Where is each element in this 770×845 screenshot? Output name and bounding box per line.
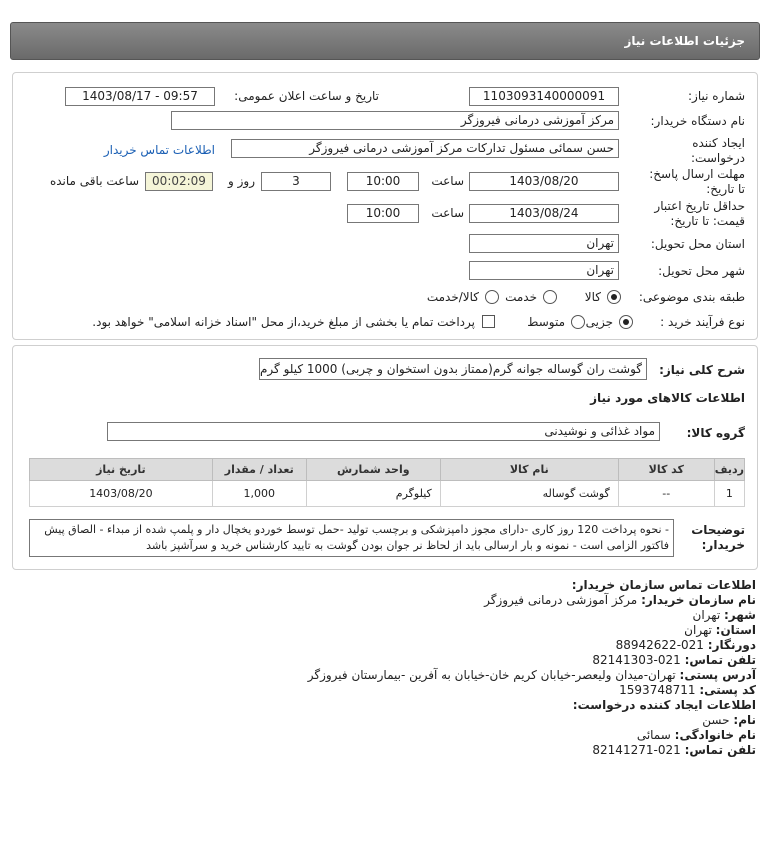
goods-group-label: گروه کالا:	[686, 426, 745, 440]
process-option-medium: متوسط	[527, 315, 565, 329]
city-label: شهر محل تحویل:	[658, 264, 745, 278]
goods-panel	[12, 345, 758, 570]
category-option-goods: کالا	[584, 290, 601, 304]
creator-phone-value: 021-82141271	[592, 743, 681, 757]
reply-time-label: ساعت	[431, 174, 464, 188]
days-field: 3	[261, 172, 331, 191]
cell-quantity: 1,000	[212, 481, 306, 507]
buyer-field: مرکز آموزشی درمانی فیروزگر	[171, 111, 619, 130]
category-option-service: خدمت	[505, 290, 537, 304]
buyer-label: نام دستگاه خریدار:	[650, 114, 745, 128]
reply-deadline-label: مهلت ارسال پاسخ:	[649, 167, 745, 181]
postal-value: 1593748711	[619, 683, 696, 697]
col-quantity: تعداد / مقدار	[212, 459, 306, 481]
notes-field: - نحوه پرداخت 120 روز کاری -دارای مجوز دامپزشکی و برچسب تولید -حمل توسط خوردو یخچال دار و پلمپ شده از مبداء - الصاق پیش فاکتور الزامی است - نمونه و بار ارسالی باید از لحاظ نر جوان بودن گوشت به تایید کارشناس خرید و سرآشپز باشد	[29, 519, 674, 557]
reply-date-field: 1403/08/20	[469, 172, 619, 191]
treasury-note: پرداخت تمام یا بخشی از مبلغ خرید،از محل "اسناد خزانه اسلامی" خواهد بود.	[92, 315, 475, 329]
cell-unit: کیلوگرم	[306, 481, 440, 507]
contact-info	[16, 578, 756, 758]
contact-province-label: استان:	[715, 623, 756, 637]
goods-group-field: مواد غذائی و نوشیدنی	[107, 422, 660, 441]
validity-time-label: ساعت	[431, 206, 464, 220]
validity-date-field: 1403/08/24	[469, 204, 619, 223]
days-label: روز و	[228, 174, 255, 188]
cell-code: --	[618, 481, 714, 507]
contact-heading: اطلاعات تماس سازمان خریدار:	[571, 578, 756, 592]
reply-time-field: 10:00	[347, 172, 419, 191]
phone-label: تلفن تماس:	[684, 653, 756, 667]
col-need-date: تاریخ نیاز	[30, 459, 213, 481]
category-radio-service[interactable]	[543, 290, 557, 304]
need-details-panel	[12, 72, 758, 340]
treasury-checkbox[interactable]	[482, 315, 495, 328]
announce-date-field: 1403/08/17 - 09:57	[65, 87, 215, 106]
category-option-both: کالا/خدمت	[426, 290, 479, 304]
process-label: نوع فرآیند خرید :	[660, 315, 745, 329]
cell-row: 1	[714, 481, 744, 507]
category-label: طبقه بندی موضوعی:	[638, 290, 745, 304]
creator-phone-label: تلفن تماس:	[684, 743, 756, 757]
col-unit: واحد شمارش	[306, 459, 440, 481]
address-value: تهران-میدان ولیعصر-خیابان کریم خان-خیابان به آفرین -بیمارستان فیروزگر	[307, 668, 676, 682]
goods-heading: اطلاعات کالاهای مورد نیاز	[590, 391, 745, 405]
contact-city-label: شهر:	[724, 608, 756, 622]
need-number-label: شماره نیاز:	[688, 89, 745, 103]
province-field: تهران	[469, 234, 619, 253]
category-radio-goods[interactable]	[607, 290, 621, 304]
remaining-time-field: 00:02:09	[145, 172, 213, 191]
summary-field: گوشت ران گوساله جوانه گرم(ممتاز بدون استخوان و چربی) 1000 کیلو گرم	[259, 358, 647, 380]
table-header-row	[30, 459, 745, 481]
category-radio-both[interactable]	[485, 290, 499, 304]
contact-city-value: تهران	[692, 608, 721, 622]
address-label: آدرس پستی:	[679, 668, 756, 682]
col-name: نام کالا	[440, 459, 618, 481]
notes-label: توضیحات	[691, 523, 745, 537]
goods-table	[29, 458, 745, 507]
validity-label: حداقل تاریخ اعتبار	[654, 199, 745, 213]
remaining-time-label: ساعت باقی مانده	[49, 174, 139, 188]
contact-province-value: تهران	[684, 623, 712, 637]
validity-time-field: 10:00	[347, 204, 419, 223]
summary-label: شرح کلی نیاز:	[659, 363, 745, 377]
family-label: نام خانوادگی:	[674, 728, 756, 742]
need-number-field: 1103093140000091	[469, 87, 619, 106]
process-radio-minor[interactable]	[619, 315, 633, 329]
org-value: مرکز آموزشی درمانی فیروزگر	[484, 593, 638, 607]
page-header	[10, 22, 760, 60]
province-label: استان محل تحویل:	[650, 237, 745, 251]
col-code: کد کالا	[618, 459, 714, 481]
cell-need-date: 1403/08/20	[30, 481, 213, 507]
notes-label-2: خریدار:	[701, 538, 745, 552]
city-field: تهران	[469, 261, 619, 280]
postal-label: کد پستی:	[699, 683, 756, 697]
creator-label: ایجاد کننده	[692, 136, 745, 150]
creator-label-2: درخواست:	[691, 151, 745, 165]
process-radio-medium[interactable]	[571, 315, 585, 329]
cell-name: گوشت گوساله	[440, 481, 618, 507]
page-title: جزئیات اطلاعات نیاز	[624, 34, 745, 48]
name-label: نام:	[733, 713, 756, 727]
phone-value: 021-82141303	[592, 653, 681, 667]
col-row: ردیف	[714, 459, 744, 481]
reply-deadline-label-2: تا تاریخ:	[706, 182, 745, 196]
creator-heading: اطلاعات ایجاد کننده درخواست:	[572, 698, 756, 712]
table-row	[30, 481, 745, 507]
process-option-minor: جزیی	[585, 315, 613, 329]
creator-field: حسن سمائی مسئول تدارکات مرکز آموزشی درمانی فیروزگر	[231, 139, 619, 158]
fax-label: دورنگار:	[707, 638, 756, 652]
announce-date-label: تاریخ و ساعت اعلان عمومی:	[234, 89, 379, 103]
buyer-contact-link[interactable]: اطلاعات تماس خریدار	[103, 143, 215, 157]
name-value: حسن	[702, 713, 730, 727]
org-label: نام سازمان خریدار:	[641, 593, 756, 607]
family-value: سمائی	[636, 728, 671, 742]
fax-value: 021-88942622	[615, 638, 704, 652]
validity-label-2: قیمت: تا تاریخ:	[670, 214, 745, 228]
